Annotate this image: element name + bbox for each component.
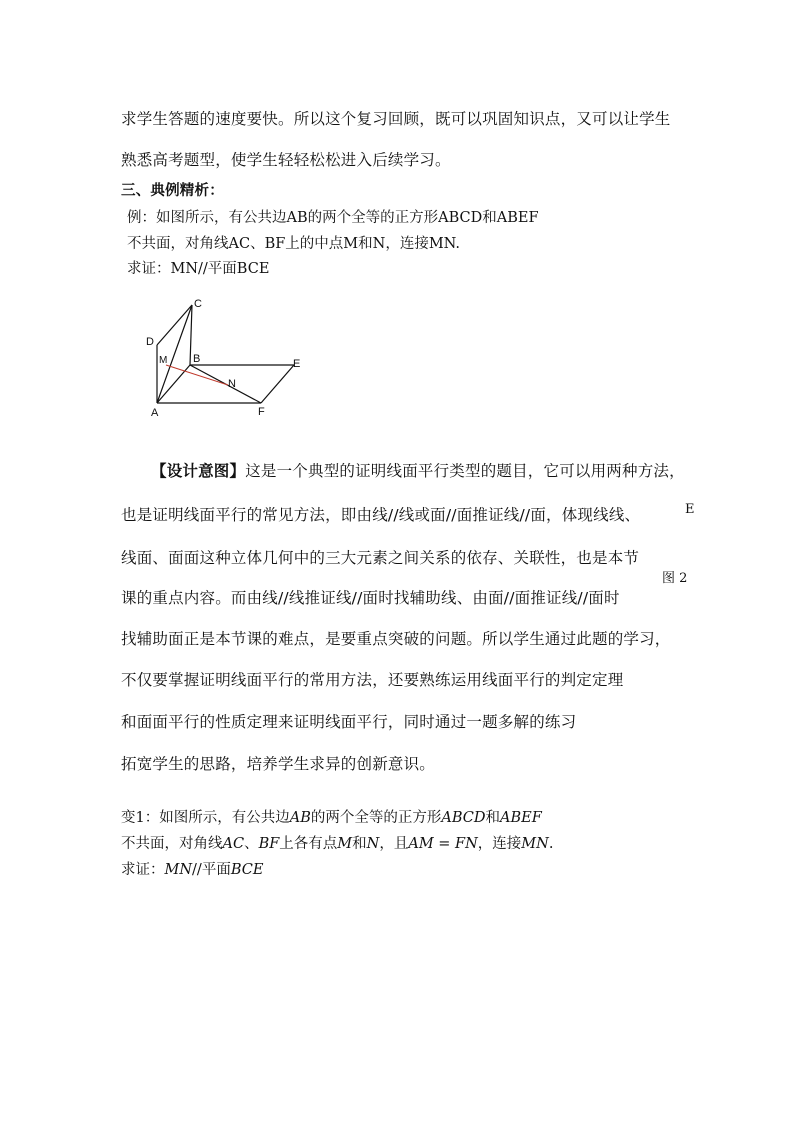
edge-DC	[157, 305, 192, 345]
paragraph-line: 求学生答题的速度要快。所以这个复习回顾，既可以巩固知识点，又可以让学生	[121, 110, 671, 128]
variant-line: 变1：如图所示，有公共边AB的两个全等的正方形ABCD和ABEF	[121, 810, 542, 826]
label-B: B	[193, 353, 201, 365]
label-E: E	[293, 358, 301, 370]
design-intent-line: 线面、面面这种立体几何中的三大元素之间关系的依存、关联性，也是本节	[121, 549, 640, 567]
section-heading: 三、典例精析：	[121, 183, 224, 199]
label-F: F	[258, 406, 265, 418]
edge-CB	[190, 305, 192, 365]
design-intent-line: 和面面平行的性质定理来证明线面平行，同时通过一题多解的练习	[121, 713, 577, 731]
label-C: C	[194, 298, 202, 310]
example-line: 例：如图所示，有公共边AB的两个全等的正方形ABCD和ABEF	[127, 210, 539, 226]
edge-EF	[261, 365, 294, 403]
design-intent-line: 不仅要掌握证明线面平行的常用方法，还要熟练运用线面平行的判定定理	[121, 671, 624, 689]
label-N: N	[228, 378, 236, 390]
design-intent-label: 【设计意图】	[151, 462, 246, 480]
design-intent-line	[151, 461, 685, 481]
example-line: 求证：MN//平面BCE	[127, 261, 270, 277]
design-intent-text: 这是一个典型的证明线面平行类型的题目，它可以用两种方法，	[245, 462, 685, 480]
variant-line: 不共面，对角线AC、BF上各有点M和N，且AM = FN，连接MN.	[121, 836, 554, 852]
design-intent-line: 课的重点内容。而由线//线推证线//面时找辅助线、由面//面推证线//面时	[121, 589, 620, 607]
label-A: A	[151, 407, 159, 419]
design-intent-line: 找辅助面正是本节课的难点，是要重点突破的问题。所以学生通过此题的学习，	[121, 630, 671, 648]
paragraph-line: 熟悉高考题型，使学生轻轻松松进入后续学习。	[121, 151, 451, 169]
figure-caption: 图 2	[662, 571, 688, 586]
design-intent-line: 拓宽学生的思路，培养学生求异的创新意识。	[121, 755, 436, 773]
design-intent-line: 也是证明线面平行的常见方法，即由线//线或面//面推证线//面，体现线线、	[121, 506, 641, 524]
label-D: D	[146, 336, 154, 348]
variant-line: 求证：MN//平面BCE	[121, 862, 264, 878]
label-M: M	[159, 355, 168, 366]
example-line: 不共面，对角线AC、BF上的中点M和N，连接MN.	[127, 236, 461, 252]
geometry-figure	[140, 292, 340, 422]
stray-label-e: E	[685, 502, 695, 517]
diagonal-AC	[157, 305, 192, 403]
